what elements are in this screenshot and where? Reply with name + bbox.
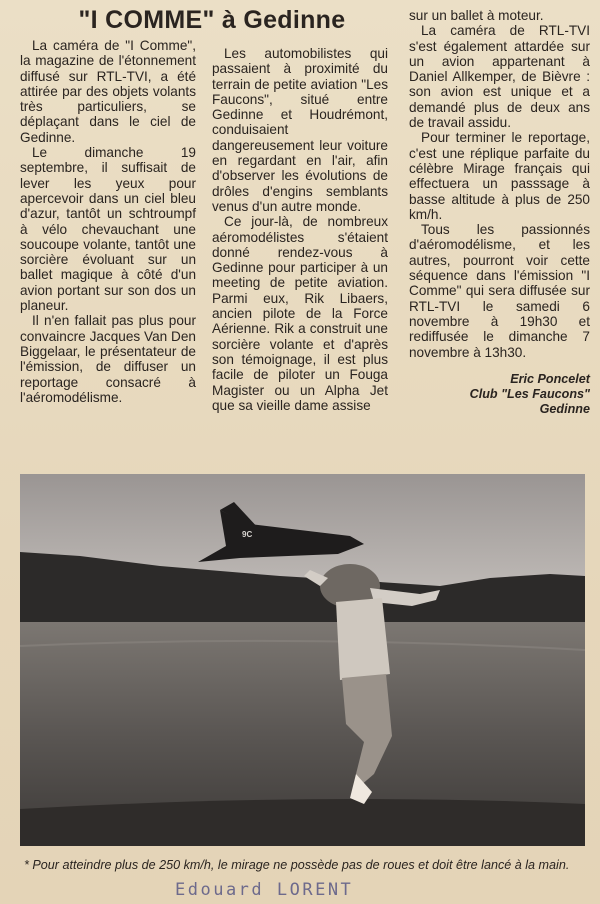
article-column-2: [212, 46, 388, 413]
plane-marking: 9C: [242, 530, 253, 539]
article-photo: [20, 474, 585, 846]
author-name: Eric Poncelet: [510, 371, 590, 386]
author-signature: [409, 372, 590, 417]
article-paragraph: Ce jour-là, de nombreux aéromodélistes s'étaient donné rendez-vous à Gedinne pour participer à un meeting de petite aviation. Parmi eux, Rik Libaers, ancien pilote de la Force Aérienne. Rik a construit une sorcière volante et d'après son témoignage, il est plus facile de piloter un Fouga Magister ou un Alpha Jet que sa vieille dame assise: [212, 214, 388, 413]
article-paragraph-continuation: sur un ballet à moteur.: [409, 8, 544, 23]
foreground-shadow: [20, 799, 585, 846]
article-paragraph: Le dimanche 19 septembre, il suffisait de lever les yeux pour apercevoir dans un ciel bleu d'azur, tantôt un schtroumpf à vélo chevauchant une soucoupe volante, tantôt une sorcière évoluant sur un ballet magique à côté d'un avion portant sur son dos un planeur.: [20, 145, 196, 314]
article-paragraph: Tous les passionnés d'aéromodélisme, et les autres, pourront voir cette séquence dans l'émission "I Comme" qui sera diffusée sur RTL-TVI le samedi 6 novembre à 19h30 et rediffusée le dimanche 7 novembre à 13h30.: [409, 222, 590, 360]
author-town: Gedinne: [539, 401, 590, 416]
article-paragraph: La caméra de "I Comme", la magazine de l'étonnement diffusé sur RTL-TVI, a été attirée par des objets volants très particuliers, se déplaçant dans le ciel de Gedinne.: [20, 38, 196, 145]
handwritten-annotation: Edouard LORENT: [175, 880, 354, 900]
article-paragraph: Pour terminer le reportage, c'est une réplique parfaite du célèbre Mirage français qui effectuera un passsage à basse altitude à plus de 250 km/h.: [409, 130, 590, 222]
photo-caption: * Pour atteindre plus de 250 km/h, le mirage ne possède pas de roues et doit être lancé à la main.: [24, 858, 570, 872]
photo-scene: [20, 474, 585, 846]
article-paragraph: Les automobilistes qui passaient à proximité du terrain de petite aviation "Les Faucons", situé entre Gedinne et Houdrémont, conduisaient dangereusement leur voiture en regardant en l'air, afin d'observer les évolutions de drôles d'engins semblants venus d'un autre monde.: [212, 46, 388, 214]
article-headline: "I COMME" à Gedinne: [78, 6, 346, 34]
article-paragraph: Il n'en fallait pas plus pour convaincre Jacques Van Den Biggelaar, le présentateur de l'émission, de diffuser un reportage consacré à l'aéromodélisme.: [20, 313, 196, 405]
article-column-3: [409, 8, 590, 417]
author-club: Club "Les Faucons": [469, 386, 590, 401]
article-column-1: [20, 38, 196, 405]
article-paragraph: La caméra de RTL-TVI s'est également attardée sur un avion appartenant à Daniel Allkemper, de Bièvre : son avion est unique et a demandé plus de deux ans de travail assidu.: [409, 23, 590, 131]
